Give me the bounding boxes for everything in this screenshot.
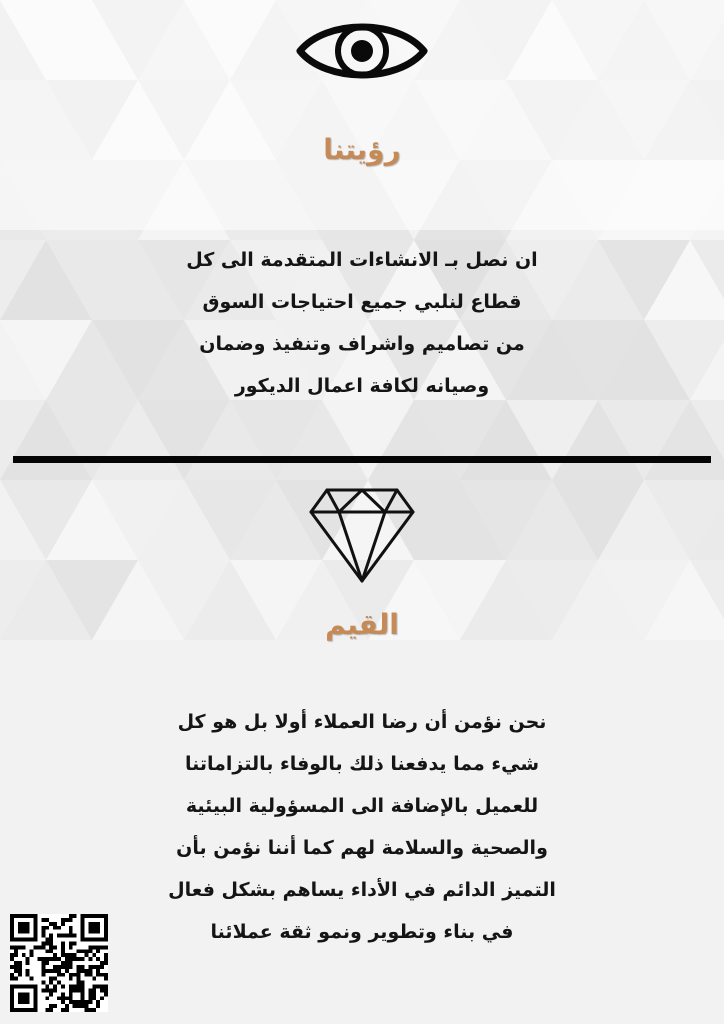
- vision-title: رؤيتنا: [323, 133, 401, 166]
- vision-paragraph: [60, 239, 664, 407]
- vision-line: ان نصل بـ الانشاءات المتقدمة الى كل: [186, 249, 538, 271]
- values-line: شيء مما يدفعنا ذلك بالوفاء بالتزاماتنا: [184, 753, 540, 775]
- values-line: للعميل بالإضافة الى المسؤولية البيئية: [185, 795, 539, 817]
- values-line: في بناء وتطوير ونمو ثقة عملائنا: [210, 921, 514, 943]
- values-line: والصحية والسلامة لهم كما أننا نؤمن بأن: [176, 837, 548, 859]
- vision-line: من تصاميم واشراف وتنفيذ وضمان: [199, 333, 525, 355]
- eye-icon: [296, 14, 428, 88]
- values-line: نحن نؤمن أن رضا العملاء أولا بل هو كل: [177, 711, 547, 733]
- vision-line: وصيانه لكافة اعمال الديكور: [234, 375, 490, 397]
- values-paragraph: [60, 701, 664, 953]
- values-line: التميز الدائم في الأداء يساهم بشكل فعال: [168, 879, 556, 901]
- section-divider: [13, 456, 711, 463]
- diamond-icon: [309, 488, 415, 584]
- vision-line: قطاع لنلبي جميع احتياجات السوق: [202, 291, 522, 313]
- qr-code: [10, 914, 108, 1012]
- values-title: القيم: [325, 608, 399, 641]
